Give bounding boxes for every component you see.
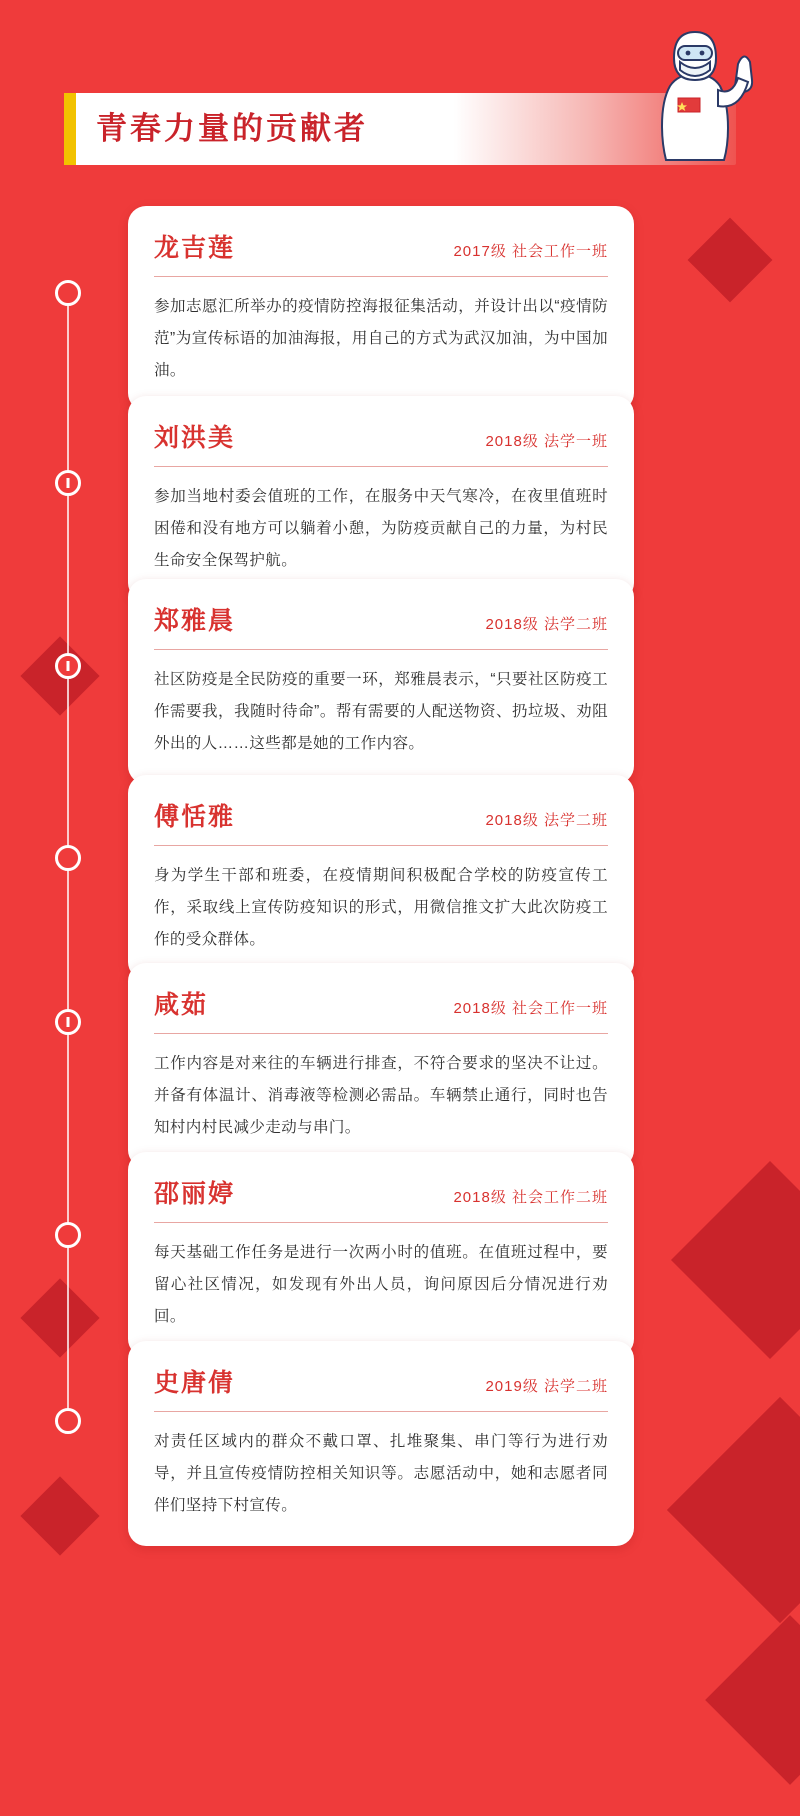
timeline-dot: [55, 1009, 81, 1035]
volunteer-card: [128, 775, 634, 980]
card-header: [154, 601, 608, 649]
decorative-corner-shape: [671, 1161, 800, 1359]
card-divider: [154, 1033, 608, 1034]
volunteer-description: 参加志愿汇所举办的疫情防控海报征集活动，并设计出以“疫情防范”为宣传标语的加油海报，用自己的方式为武汉加油，为中国加油。: [154, 298, 608, 379]
volunteer-class: 2017级 社会工作一班: [453, 243, 608, 260]
timeline-dot: [55, 470, 81, 496]
volunteer-name: 傅恬雅: [154, 803, 236, 831]
volunteer-description: 对责任区域内的群众不戴口罩、扎堆聚集、串门等行为进行劝导，并且宣传疫情防控相关知识等。志愿活动中，她和志愿者同伴们坚持下村宣传。: [154, 1433, 608, 1514]
page-title: 青春力量的贡献者: [96, 111, 368, 146]
volunteer-name: 刘洪美: [154, 424, 236, 452]
volunteer-description: 工作内容是对来往的车辆进行排查，不符合要求的坚决不让过。并备有体温计、消毒液等检测必需品。车辆禁止通行，同时也告知村内村民减少走动与串门。: [154, 1055, 608, 1136]
volunteer-name: 郑雅晨: [154, 607, 236, 635]
volunteer-name: 龙吉莲: [154, 234, 236, 262]
timeline-dot: [55, 1222, 81, 1248]
header-accent-stripe: [64, 93, 76, 165]
volunteer-description: 社区防疫是全民防疫的重要一环，郑雅晨表示，“只要社区防疫工作需要我，我随时待命”。帮有需要的人配送物资、扔垃圾、劝阻外出的人……这些都是她的工作内容。: [154, 671, 608, 752]
volunteer-name: 史唐倩: [154, 1369, 236, 1397]
card-header: [154, 985, 608, 1033]
volunteer-card: [128, 579, 634, 784]
card-divider: [154, 649, 608, 650]
decorative-diamond: [20, 1476, 99, 1555]
volunteer-name: 邵丽婷: [154, 1180, 236, 1208]
volunteer-card: [128, 396, 634, 601]
volunteer-card: [128, 1341, 634, 1546]
card-divider: [154, 1222, 608, 1223]
decorative-diamond: [688, 218, 773, 303]
timeline-dot: [55, 845, 81, 871]
timeline-dot: [55, 653, 81, 679]
card-divider: [154, 276, 608, 277]
card-header: [154, 1174, 608, 1222]
decorative-corner-shape: [667, 1397, 800, 1623]
card-header: [154, 797, 608, 845]
timeline-dot: [55, 280, 81, 306]
card-header: [154, 418, 608, 466]
volunteer-description: 参加当地村委会值班的工作，在服务中天气寒冷，在夜里值班时困倦和没有地方可以躺着小憩，为防疫贡献自己的力量，为村民生命安全保驾护航。: [154, 488, 608, 569]
card-header: [154, 1363, 608, 1411]
volunteer-class: 2018级 社会工作一班: [453, 1000, 608, 1017]
medical-worker-illustration: [630, 24, 760, 164]
card-divider: [154, 466, 608, 467]
decorative-diamond: [20, 1278, 99, 1357]
volunteer-class: 2018级 法学二班: [485, 616, 608, 633]
volunteer-description: 身为学生干部和班委，在疫情期间积极配合学校的防疫宣传工作，采取线上宣传防疫知识的形式，用微信推文扩大此次防疫工作的受众群体。: [154, 867, 608, 948]
timeline-dot: [55, 1408, 81, 1434]
card-header: [154, 228, 608, 276]
volunteer-class: 2018级 社会工作二班: [453, 1189, 608, 1206]
volunteer-class: 2018级 法学二班: [485, 812, 608, 829]
volunteer-card: [128, 206, 634, 411]
volunteer-description: 每天基础工作任务是进行一次两小时的值班。在值班过程中，要留心社区情况，如发现有外出人员，询问原因后分情况进行劝回。: [154, 1244, 608, 1325]
volunteer-card: [128, 1152, 634, 1357]
volunteer-name: 咸茹: [154, 991, 209, 1019]
card-divider: [154, 845, 608, 846]
volunteer-class: 2018级 法学一班: [485, 433, 608, 450]
volunteer-class: 2019级 法学二班: [485, 1378, 608, 1395]
decorative-corner-shape: [705, 1615, 800, 1785]
volunteer-card: [128, 963, 634, 1168]
card-divider: [154, 1411, 608, 1412]
